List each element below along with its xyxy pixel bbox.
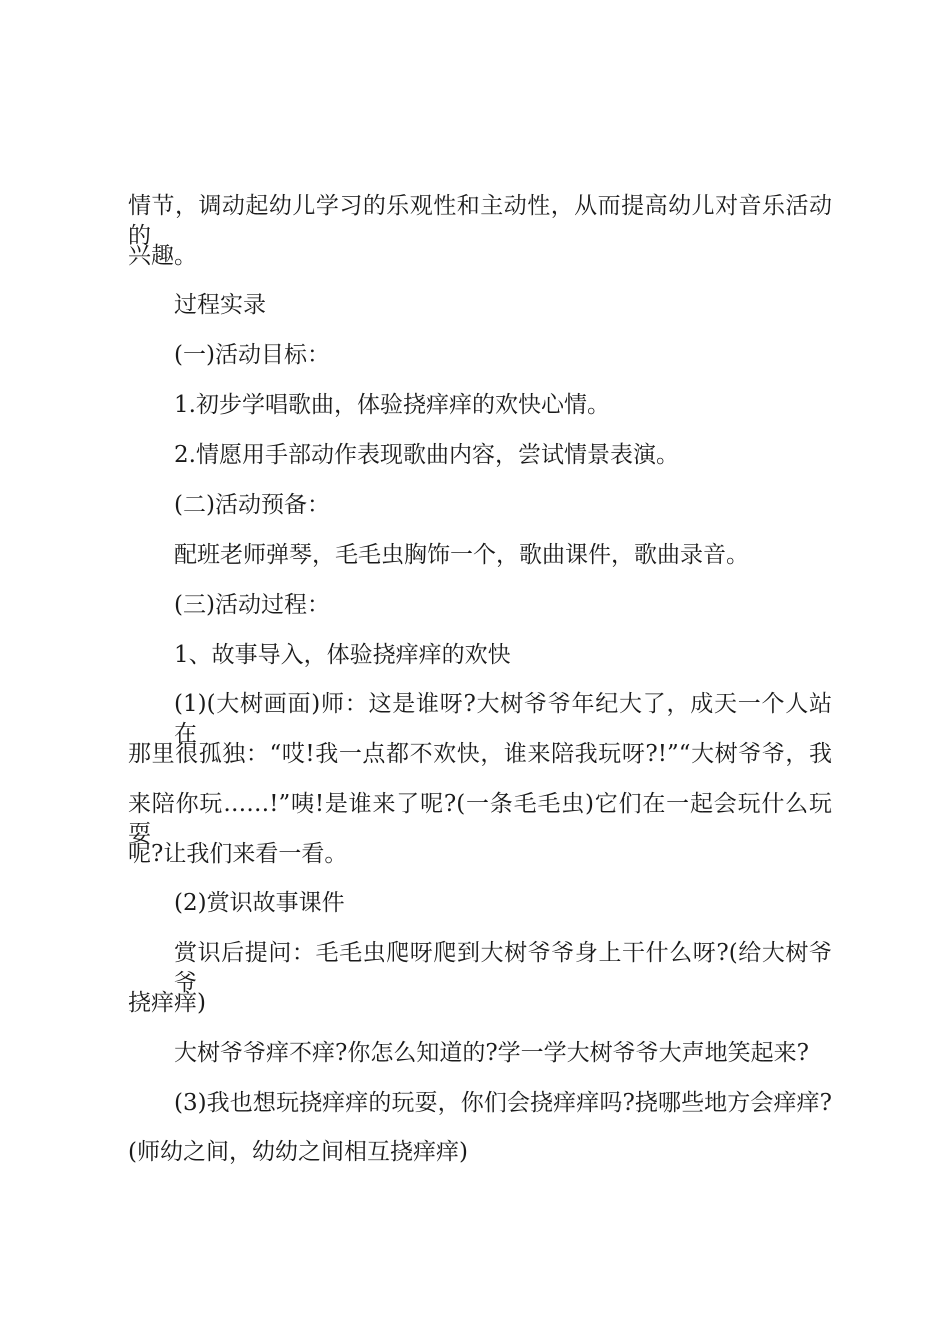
paragraph-line: 呢?让我们来看一看。 <box>128 841 348 867</box>
paragraph-line: 挠痒痒) <box>128 990 206 1016</box>
paragraph-line: 那里很孤独：“哎!我一点都不欢快，谁来陪我玩呀?!”“大树爷爷，我 <box>128 741 832 767</box>
paragraph-line: (3)我也想玩挠痒痒的玩耍，你们会挠痒痒吗?挠哪些地方会痒痒? <box>174 1090 832 1116</box>
paragraph-line: 来陪你玩……!”咦!是谁来了呢?(一条毛毛虫)它们在一起会玩什么玩耍 <box>128 791 832 847</box>
paragraph-line: 赏识后提问：毛毛虫爬呀爬到大树爷爷身上干什么呀?(给大树爷爷 <box>174 940 832 996</box>
subsection-heading: (一)活动目标： <box>174 342 330 368</box>
paragraph-line: 配班老师弹琴，毛毛虫胸饰一个，歌曲课件，歌曲录音。 <box>174 542 749 568</box>
subsection-heading: (二)活动预备： <box>174 492 330 518</box>
list-item: (2)赏识故事课件 <box>174 890 345 916</box>
subsection-heading: (三)活动过程： <box>174 592 330 618</box>
paragraph-line: 大树爷爷痒不痒?你怎么知道的?学一学大树爷爷大声地笑起来? <box>174 1040 809 1066</box>
paragraph-line: 情节，调动起幼儿学习的乐观性和主动性，从而提高幼儿对音乐活动的 <box>128 193 832 249</box>
list-item: 2.情愿用手部动作表现歌曲内容，尝试情景表演。 <box>174 442 679 468</box>
list-item: 1.初步学唱歌曲，体验挠痒痒的欢快心情。 <box>174 392 610 418</box>
section-heading: 过程实录 <box>174 292 266 318</box>
paragraph-line: (师幼之间，幼幼之间相互挠痒痒) <box>128 1139 468 1165</box>
paragraph-line: 兴趣。 <box>128 243 197 269</box>
list-item: 1、故事导入，体验挠痒痒的欢快 <box>174 642 511 668</box>
paragraph-line: (1)(大树画面)师：这是谁呀?大树爷爷年纪大了，成天一个人站在 <box>174 691 832 747</box>
